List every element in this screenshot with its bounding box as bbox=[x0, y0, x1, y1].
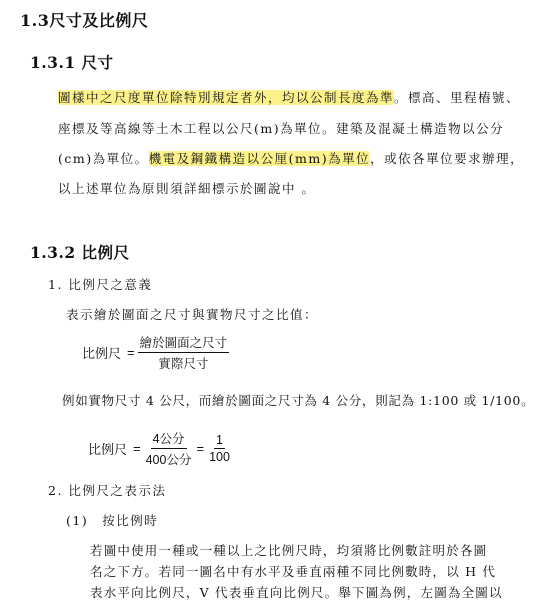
scale-heading: 1.3.2 比例尺 bbox=[30, 243, 130, 262]
formula-lhs: 比例尺 bbox=[82, 346, 122, 361]
scale-item-1-title: 1. 比例尺之意義 bbox=[48, 277, 153, 292]
formula-fraction bbox=[138, 333, 230, 372]
dimensions-line-1 bbox=[58, 90, 520, 106]
dimensions-line-2: 座標及等高線等土木工程以公尺(m)為單位。建築及混凝土構造物以公分 bbox=[58, 121, 505, 136]
highlight-mm-unit: 機電及鋼鐵構造以公厘(mm)為單位 bbox=[148, 151, 371, 166]
formula-example-denominator-1: 400公分 bbox=[145, 453, 192, 467]
scale-sub-1-title: (1) 按比例時 bbox=[66, 513, 159, 528]
formula-example-equals-1: = bbox=[133, 441, 141, 456]
formula-example-fraction-2 bbox=[207, 433, 232, 464]
scale-item-2-title: 2. 比例尺之表示法 bbox=[48, 483, 167, 498]
formula-example-denominator-2: 100 bbox=[209, 450, 230, 464]
dimensions-line-4: 以上述單位為原則須詳細標示於圖說中 。 bbox=[58, 181, 316, 196]
scale-sub-1-line-2: 名之下方。若同一圖名中有水平及垂直兩種不同比例數時，以 H 代 bbox=[90, 564, 497, 579]
formula-equals: = bbox=[127, 345, 135, 360]
formula-example-equals-2: = bbox=[196, 441, 205, 456]
scale-formula-example bbox=[88, 429, 232, 468]
scale-sub-1-line-3: 表水平向比例尺，V 代表垂直向比例尺。舉下圖為例，左圖為全圖以 bbox=[90, 585, 503, 600]
scale-example-text: 例如實物尺寸 4 公尺，而繪於圖面之尺寸為 4 公分，則記為 1:100 或 1/100。 bbox=[62, 393, 535, 408]
scale-formula-definition bbox=[82, 333, 229, 372]
section-heading: 1.3尺寸及比例尺 bbox=[20, 11, 149, 30]
highlight-metric-standard: 圖樣中之尺度單位除特別規定者外，均以公制長度為準 bbox=[58, 90, 395, 105]
dimensions-line-3-post: ，或依各單位要求辦理， bbox=[370, 151, 525, 166]
dimensions-line-1-rest: 。標高、里程樁號、 bbox=[394, 90, 521, 105]
scale-sub-1-line-1: 若圖中使用一種或一種以上之比例尺時，均須將比例數註明於各圖 bbox=[90, 543, 488, 558]
formula-example-lhs: 比例尺 bbox=[88, 442, 128, 457]
formula-example-numerator-2: 1 bbox=[216, 433, 223, 447]
dimensions-line-3 bbox=[58, 151, 524, 167]
dimensions-heading: 1.3.1 尺寸 bbox=[30, 53, 114, 72]
dimensions-line-3-pre: (cm)為單位。 bbox=[58, 151, 149, 166]
formula-example-fraction-1 bbox=[144, 429, 194, 468]
scale-item-1-desc: 表示繪於圖面之尺寸與實物尺寸之比值： bbox=[66, 307, 319, 322]
formula-numerator: 繪於圖面之尺寸 bbox=[138, 333, 230, 353]
formula-denominator: 實際尺寸 bbox=[158, 357, 209, 371]
formula-example-numerator-1: 4公分 bbox=[151, 429, 187, 449]
